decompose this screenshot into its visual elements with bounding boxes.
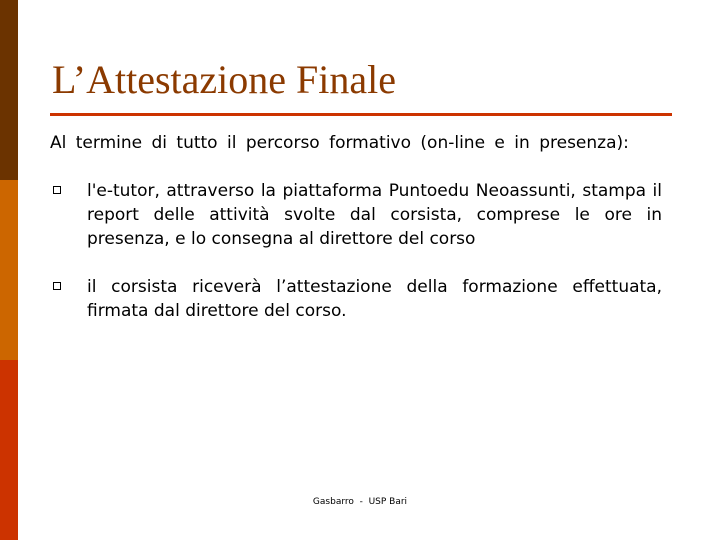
side-bar-bottom-segment <box>0 360 18 540</box>
intro-text: Al termine di tutto il percorso formativo (on-line e in presenza): <box>50 133 629 153</box>
side-bar-top-segment <box>0 0 18 180</box>
footer-text: Gasbarro - USP Bari <box>312 497 408 507</box>
side-bar-middle-segment <box>0 180 18 360</box>
bullet-item-1 <box>50 179 662 251</box>
slide-title: L’Attestazione Finale <box>52 57 396 102</box>
square-bullet-icon <box>53 282 61 290</box>
bullet-text: il corsista riceverà l’attestazione della formazione effettuata, firmata dal direttore del corso. <box>87 277 662 321</box>
slide-body <box>50 131 662 323</box>
bullet-item-2 <box>50 275 662 323</box>
bullet-text: l'e-tutor, attraverso la piattaforma Puntoedu Neoassunti, stampa il report delle attività svolte dal corsista, comprese le ore in presenza, e lo consegna al direttore del corso <box>87 181 662 249</box>
bullet-list <box>50 179 662 323</box>
square-bullet-icon <box>53 186 61 194</box>
title-underline <box>50 113 672 116</box>
